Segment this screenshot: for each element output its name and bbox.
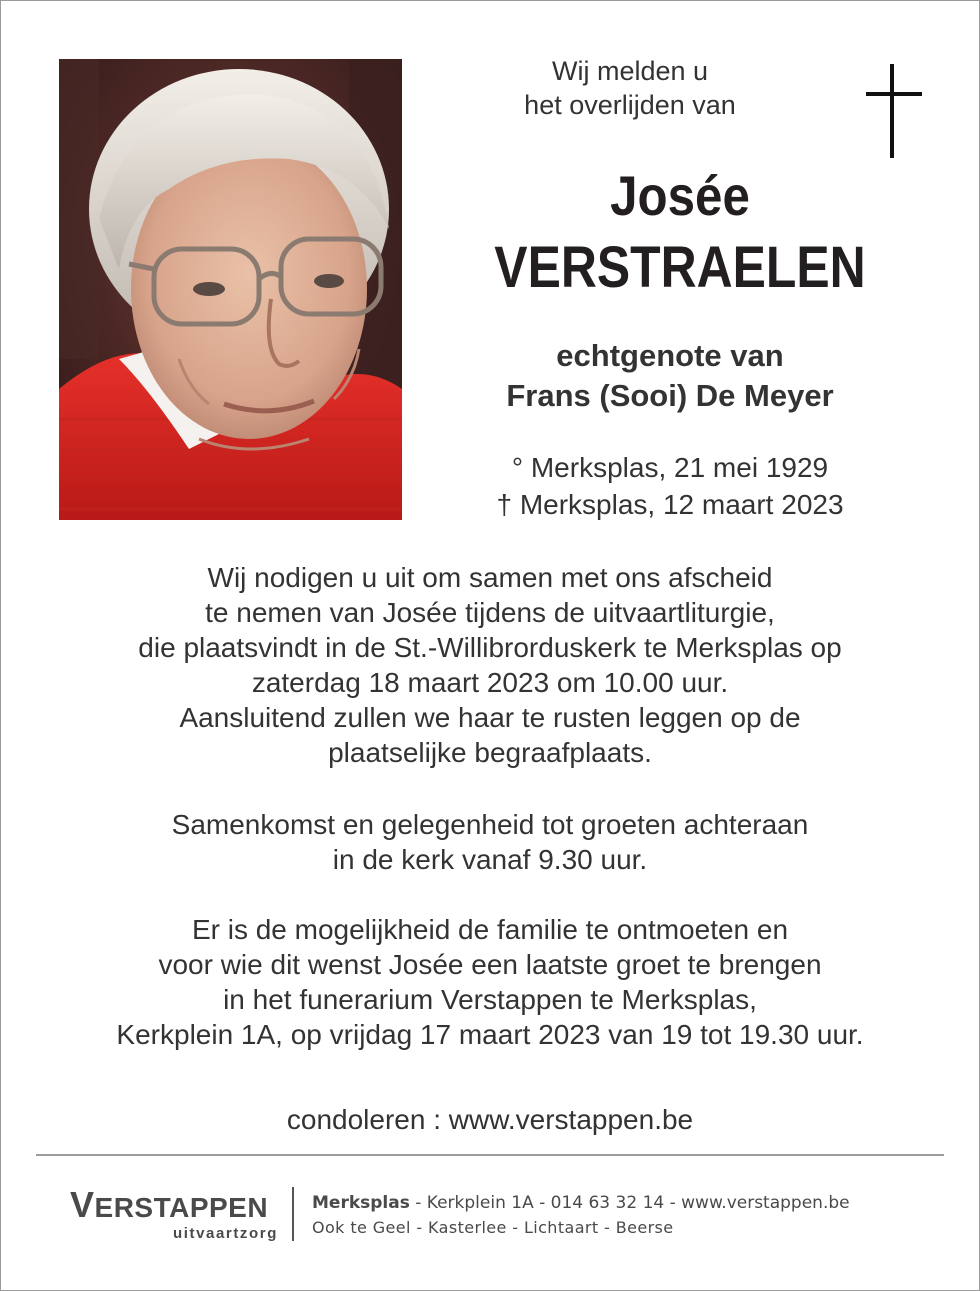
footer-other-locations: Ook te Geel - Kasterlee - Lichtaart - Beerse: [312, 1218, 674, 1237]
footer-contact-details: - Kerkplein 1A - 014 63 32 14 - www.verstappen.be: [409, 1193, 850, 1213]
invitation-line: Wij nodigen u uit om samen met ons afscheid: [207, 562, 773, 593]
gathering-line: in de kerk vanaf 9.30 uur.: [332, 844, 648, 875]
footer-contact: [312, 1193, 850, 1213]
invitation-line: Aansluitend zullen we haar te rusten leggen op de: [179, 702, 801, 733]
announcement-line-2: het overlijden van: [524, 90, 736, 120]
visitation-line: Er is de mogelijkheid de familie te ontmoeten en: [191, 914, 789, 945]
invitation-line: die plaatsvindt in de St.-Willibrorduskerk te Merksplas op: [138, 632, 842, 663]
deceased-last-name: VERSTRAELEN: [494, 235, 866, 300]
logo-subtitle: uitvaartzorg: [172, 1225, 278, 1242]
portrait-photo: [59, 59, 402, 520]
visitation-line: in het funerarium Verstappen te Merksplas,: [223, 984, 757, 1015]
invitation-line: te nemen van Josée tijdens de uitvaartliturgie,: [205, 597, 775, 628]
logo-separator: [292, 1187, 294, 1241]
footer-location: Merksplas: [312, 1193, 410, 1213]
footer-divider: [36, 1154, 944, 1156]
gathering-line: Samenkomst en gelegenheid tot groeten achteraan: [171, 809, 809, 840]
deceased-first-name: Josée: [610, 164, 750, 227]
invitation-line: zaterdag 18 maart 2023 om 10.00 uur.: [251, 667, 729, 698]
cross-icon: [866, 64, 922, 158]
invitation-line: plaatselijke begraafplaats.: [328, 737, 652, 768]
spouse-relation: echtgenote van: [556, 338, 784, 373]
announcement-line-1: Wij melden u: [551, 56, 709, 86]
verstappen-logo: [70, 1184, 268, 1226]
visitation-line: voor wie dit wenst Josée een laatste groet te brengen: [158, 949, 822, 980]
condolences-link[interactable]: condoleren : www.verstappen.be: [286, 1104, 694, 1135]
logo-name: ERSTAPPEN: [94, 1192, 269, 1223]
spouse-name: Frans (Sooi) De Meyer: [506, 378, 834, 413]
logo-first-letter: V: [70, 1184, 95, 1225]
visitation-line: Kerkplein 1A, op vrijdag 17 maart 2023 van 19 tot 19.30 uur.: [116, 1019, 864, 1050]
death-date: † Merksplas, 12 maart 2023: [496, 489, 844, 520]
birth-date: ° Merksplas, 21 mei 1929: [511, 452, 829, 483]
